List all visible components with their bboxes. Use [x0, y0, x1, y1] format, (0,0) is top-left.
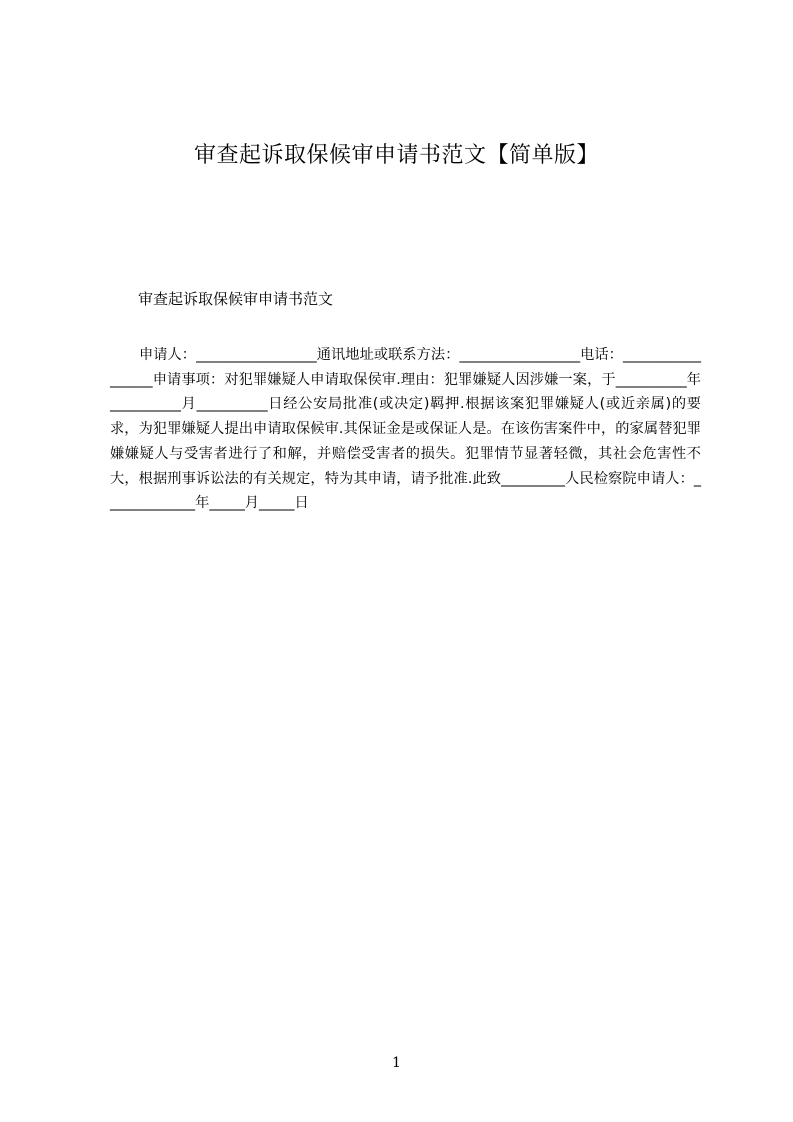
page-number: 1 — [392, 1055, 401, 1071]
document-subtitle: 审查起诉取保候审申请书范文 — [138, 290, 334, 308]
document-title: 审查起诉取保候审申请书范文【简单版】 — [193, 143, 599, 168]
document-body: 申请人：_________________通讯地址或联系方法：_________________电话：_________________申请事项：对犯罪嫌疑人申请取保侯审.理由：犯罪嫌疑人因涉嫌一案，于__________年__________月__________日经公安局批准(或决定)羁押.根据该案犯罪嫌疑人(或近亲属)的要求，为犯罪嫌疑人提出申请取保候审.其保证金是或保证人是。在该伤害案件中，的家属替犯罪嫌嫌疑人与受害者进行了和解，并赔偿受害者的损失。犯罪情节显著轻微，其社会危害性不大，根据刑事诉讼法的有关规定，特为其申请，请予批准.此致_________人民检察院申请人：_____________年_____月_____日 — [110, 347, 701, 512]
